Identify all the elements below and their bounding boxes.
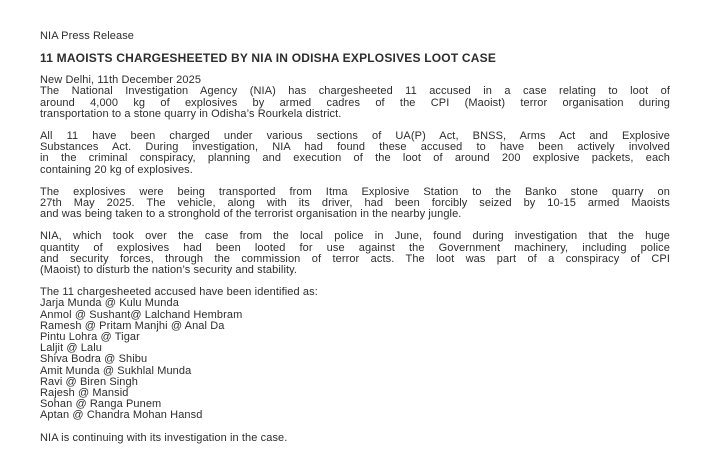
text-line: Ravi @ Biren Singh — [40, 375, 138, 388]
accused-list-heading: The 11 chargesheeted accused have been identified as: — [40, 286, 318, 299]
text-line: and security forces, through the commission of terror acts. The loot was part of a conspiracy of CPI — [40, 252, 670, 265]
press-release-headline: 11 MAOISTS CHARGESHEETED BY NIA IN ODISHA EXPLOSIVES LOOT CASE — [40, 51, 497, 66]
accused-list — [40, 298, 670, 421]
text-line: Amit Munda @ Sukhlal Munda — [40, 364, 192, 377]
text-line: in the criminal conspiracy, planning and execution of the loot of around 200 explosive packets, each — [40, 152, 670, 165]
dateline-paragraph-block — [40, 75, 670, 120]
text-line: All 11 have been charged under various sections of UA(P) Act, BNSS, Arms Act and Explosive — [40, 130, 670, 143]
closing-line: NIA is continuing with its investigation in the case. — [40, 431, 288, 444]
body-paragraph-3 — [40, 187, 670, 221]
text-line: transportation to a stone quarry in Odisha’s Rourkela district. — [40, 107, 342, 120]
body-paragraph-2 — [40, 131, 670, 176]
text-line: 27th May 2025. The vehicle, along with its driver, had been forcibly seized by 10-15 armed Maoists — [40, 197, 670, 210]
text-line: around 4,000 kg of explosives by armed cadres of the CPI (Maoist) terror organisation during — [40, 96, 670, 109]
text-line: Pintu Lohra @ Tigar — [40, 331, 140, 344]
body-paragraph-4 — [40, 231, 670, 276]
text-line: quantity of explosives had been looted for use against the Government machinery, including police — [40, 241, 670, 254]
text-line: Substances Act. During investigation, NIA had found these accused to have been actively involved — [40, 141, 670, 154]
body-paragraph-1 — [40, 86, 670, 120]
text-line: and was being taken to a stronghold of the terrorist organisation in the nearby jungle. — [40, 208, 462, 221]
text-line: Laljit @ Lalu — [40, 342, 102, 355]
text-line: Rajesh @ Mansid — [40, 387, 129, 400]
text-line: (Maoist) to disturb the nation’s security and stability. — [40, 264, 298, 277]
text-line: Ramesh @ Pritam Manjhi @ Anal Da — [40, 319, 225, 332]
text-line: containing 20 kg of explosives. — [40, 163, 193, 176]
text-line: The National Investigation Agency (NIA) has chargesheeted 11 accused in a case relating to loot of — [40, 85, 670, 98]
dateline: New Delhi, 11th December 2025 — [40, 74, 202, 87]
press-release-kicker: NIA Press Release — [40, 30, 135, 42]
text-line: Sohan @ Ranga Punem — [40, 398, 162, 411]
text-line: Aptan @ Chandra Mohan Hansd — [40, 409, 203, 422]
text-line: Jarja Munda @ Kulu Munda — [40, 297, 179, 310]
accused-section — [40, 287, 670, 421]
text-line: Shiva Bodra @ Shibu — [40, 353, 148, 366]
text-line: The explosives were being transported from Itma Explosive Station to the Banko stone quarry on — [40, 185, 670, 198]
text-line: Anmol @ Sushant@ Lalchand Hembram — [40, 308, 243, 321]
text-line: NIA, which took over the case from the local police in June, found during investigation that the huge — [40, 230, 670, 243]
